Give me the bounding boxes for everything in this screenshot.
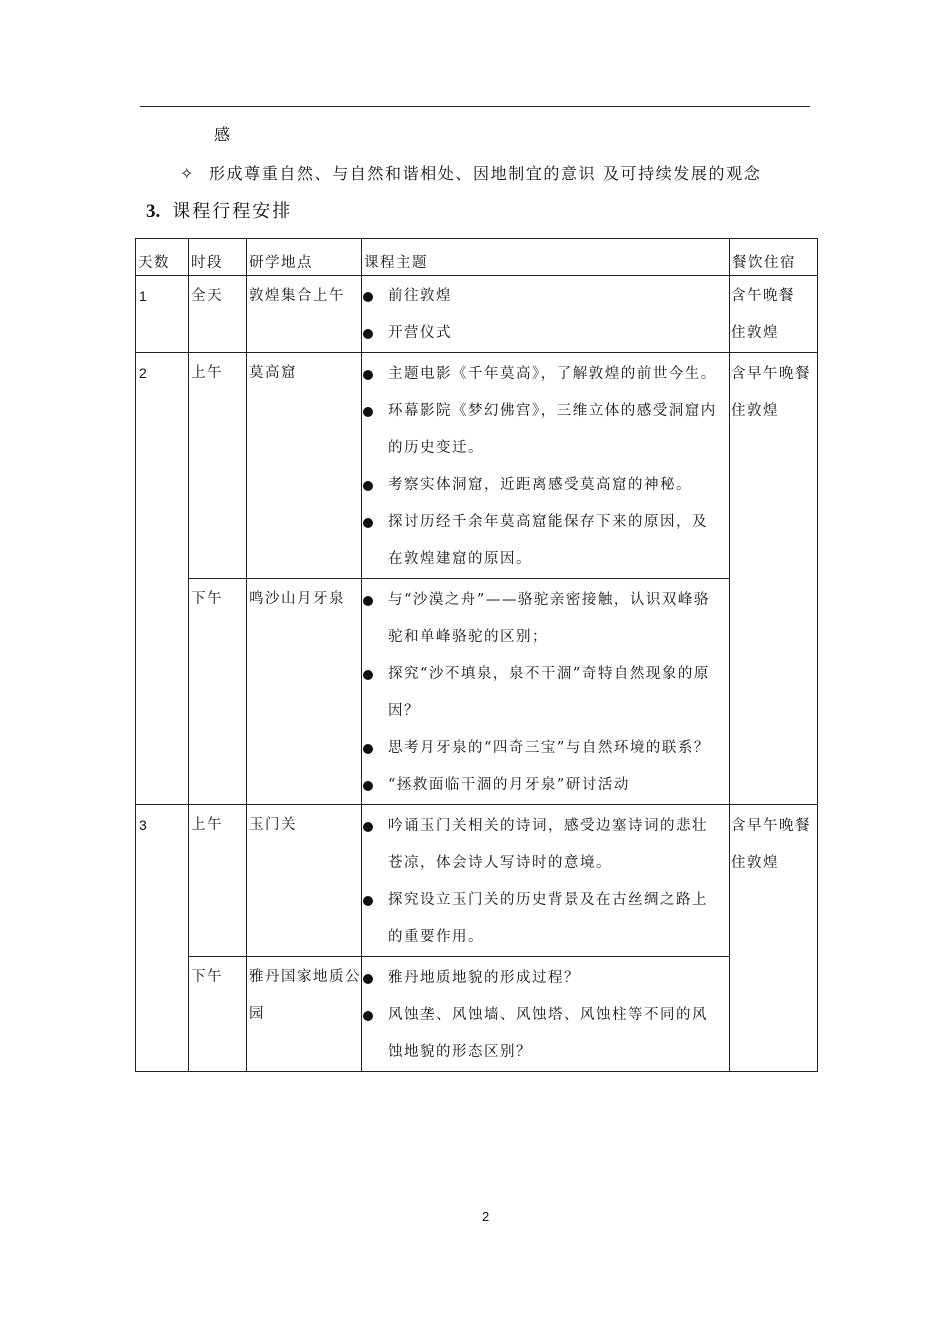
table-row	[136, 805, 818, 957]
page-number: 2	[482, 1209, 490, 1224]
meal-cell: 含早午晚餐 住敦煌	[730, 353, 818, 805]
location-cell: 敦煌集合上午	[247, 276, 362, 353]
list-item: 环幕影院《梦幻佛宫》，三维立体的感受洞窟内的历史变迁。	[362, 393, 729, 467]
table-row	[136, 353, 818, 579]
list-item: 开营仪式	[362, 315, 729, 352]
period-cell: 下午	[189, 957, 247, 1072]
bullet-dot-icon	[363, 822, 373, 832]
day-cell: 1	[136, 276, 189, 353]
bullet-dot-icon	[363, 670, 373, 680]
bullet-dot-icon	[363, 781, 373, 791]
table-row	[136, 579, 818, 805]
location-cell: 鸣沙山月牙泉	[247, 579, 362, 805]
list-item: 吟诵玉门关相关的诗词，感受边塞诗词的悲壮苍凉，体会诗人写诗时的意境。	[362, 808, 729, 882]
list-item: 主题电影《千年莫高》，了解敦煌的前世今生。	[362, 356, 729, 393]
section-title: 课程行程安排	[172, 201, 293, 222]
bullet-dot-icon	[363, 744, 373, 754]
sparkle-bullet-icon: ✧	[180, 164, 196, 183]
bullet-dot-icon	[363, 596, 373, 606]
topic-cell	[362, 805, 730, 957]
list-item: 探究设立玉门关的历史背景及在古丝绸之路上的重要作用。	[362, 882, 729, 956]
header-cell: 研学地点	[247, 239, 362, 276]
header-rule	[140, 106, 810, 107]
period-cell: 下午	[189, 579, 247, 805]
list-item: 风蚀垄、风蚀墙、风蚀塔、风蚀柱等不同的风蚀地貌的形态区别？	[362, 997, 729, 1071]
list-item: 与“沙漠之舟”——骆驼亲密接触，认识双峰骆驼和单峰骆驼的区别；	[362, 582, 729, 656]
list-item: 探讨历经千余年莫高窟能保存下来的原因，及在敦煌建窟的原因。	[362, 504, 729, 578]
bullet-dot-icon	[363, 329, 373, 339]
bullet-dot-icon	[363, 481, 373, 491]
intro-line-1: 感	[214, 125, 232, 144]
header-cell: 时段	[189, 239, 247, 276]
bullet-dot-icon	[363, 370, 373, 380]
list-item: “拯救面临干涸的月牙泉”研讨活动	[362, 767, 729, 804]
schedule-table	[135, 238, 818, 1072]
intro-line-2	[180, 161, 761, 184]
list-item: 思考月牙泉的“四奇三宝”与自然环境的联系？	[362, 730, 729, 767]
period-cell: 上午	[189, 805, 247, 957]
bullet-dot-icon	[363, 974, 373, 984]
topic-cell	[362, 579, 730, 805]
section-number: 3.	[146, 201, 161, 222]
bullet-dot-icon	[363, 896, 373, 906]
section-heading	[146, 197, 292, 223]
location-cell: 雅丹国家地质公园	[247, 957, 362, 1072]
header-cell: 课程主题	[362, 239, 730, 276]
intro-line-2-text: 形成尊重自然、与自然和谐相处、因地制宜的意识 及可持续发展的观念	[209, 164, 762, 183]
header-cell: 天数	[136, 239, 189, 276]
list-item: 探究“沙不填泉，泉不干涸”奇特自然现象的原因？	[362, 656, 729, 730]
bullet-dot-icon	[363, 518, 373, 528]
meal-cell: 含午晚餐 住敦煌	[730, 276, 818, 353]
topic-cell	[362, 276, 730, 353]
bullet-dot-icon	[363, 292, 373, 302]
header-cell: 餐饮住宿	[730, 239, 818, 276]
table-row	[136, 957, 818, 1072]
bullet-dot-icon	[363, 1011, 373, 1021]
meal-cell: 含早午晚餐 住敦煌	[730, 805, 818, 1072]
topic-cell	[362, 353, 730, 579]
period-cell: 上午	[189, 353, 247, 579]
bullet-dot-icon	[363, 407, 373, 417]
day-cell: 3	[136, 805, 189, 1072]
list-item: 考察实体洞窟，近距离感受莫高窟的神秘。	[362, 467, 729, 504]
period-cell: 全天	[189, 276, 247, 353]
location-cell: 玉门关	[247, 805, 362, 957]
topic-cell	[362, 957, 730, 1072]
location-cell: 莫高窟	[247, 353, 362, 579]
list-item: 雅丹地质地貌的形成过程？	[362, 960, 729, 997]
list-item: 前往敦煌	[362, 278, 729, 315]
day-cell: 2	[136, 353, 189, 805]
